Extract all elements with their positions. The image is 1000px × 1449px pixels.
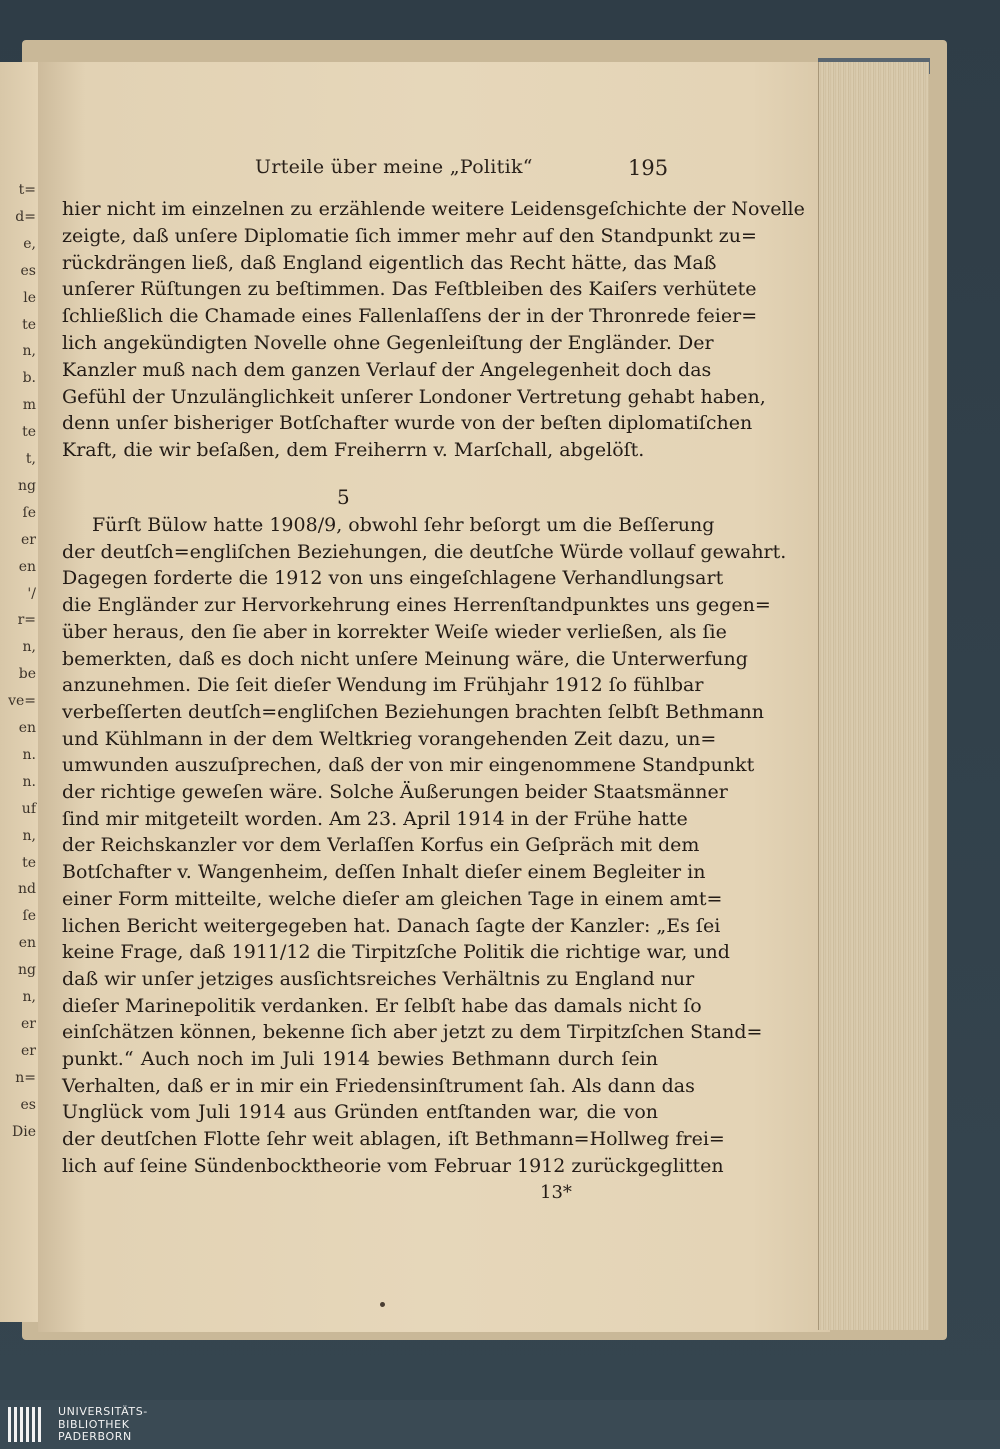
text-line: der deutſch=engliſchen Beziehungen, die deutſche Würde vollauf gewahrt.	[62, 540, 787, 563]
left-margin-fragment: es	[20, 1096, 36, 1113]
section-number: 5	[337, 485, 350, 509]
ink-speck	[380, 1302, 385, 1307]
library-logo-text	[58, 1406, 148, 1444]
left-margin-fragment: n.	[22, 746, 36, 763]
text-line: Botſchafter v. Wangenheim, deſſen Inhalt dieſer einem Begleiter in	[62, 861, 706, 884]
text-line: keine Frage, daß 1911/12 die Tirpitzſche Politik die richtige war, und	[62, 941, 730, 964]
left-margin-fragment: b.	[22, 370, 36, 387]
left-margin-fragment: ng	[18, 962, 36, 979]
left-margin-fragment: en	[18, 935, 36, 952]
text-line: und Kühlmann in der dem Weltkrieg vorangehenden Zeit dazu, un=	[62, 727, 717, 750]
left-margin-fragment: ng	[18, 477, 36, 494]
text-line: unſerer Rüſtungen zu beſtimmen. Das Feſtbleiben des Kaiſers verhütete	[62, 278, 757, 301]
left-margin-fragment: ſe	[22, 908, 36, 925]
text-line: hier nicht im einzelnen zu erzählende weitere Leidensgeſchichte der Novelle	[62, 198, 805, 220]
logo-line-3: PADERBORN	[58, 1430, 132, 1443]
text-line: einſchätzen können, bekenne ſich aber jetzt zu dem Tirpitzſchen Stand=	[62, 1021, 763, 1044]
left-margin-fragment: d=	[15, 208, 36, 225]
text-line: anzunehmen. Die ſeit dieſer Wendung im Frühjahr 1912 ſo fühlbar	[62, 674, 704, 697]
left-margin-fragment: Die	[12, 1123, 36, 1140]
text-line: zeigte, daß unſere Diplomatie ſich immer mehr auf den Standpunkt zu=	[62, 224, 757, 247]
left-margin-fragment: n,	[22, 343, 36, 360]
page-edges	[818, 62, 929, 1330]
text-line: über heraus, den ſie aber in korrekter Weiſe wieder verließen, als ſie	[62, 620, 727, 643]
left-margin-fragment: n,	[22, 827, 36, 844]
left-margin-fragment: le	[23, 289, 36, 306]
text-line: daß wir unſer jetziges ausſichtsreiches Verhältnis zu England nur	[62, 967, 695, 990]
left-margin-fragment: te	[22, 424, 36, 441]
left-margin-fragment: t,	[25, 451, 36, 467]
text-line: lichen Bericht weitergegeben hat. Danach ſagte der Kanzler: „Es ſei	[62, 914, 721, 937]
left-margin-fragment: er	[21, 1042, 36, 1059]
text-line: Gefühl der Unzulänglichkeit unſerer Londoner Vertretung gehabt haben,	[62, 385, 766, 408]
left-margin-fragment: '/	[27, 585, 36, 602]
text-line: ſchließlich die Chamade eines Fallenlaſſens der in der Thronrede feier=	[62, 305, 758, 328]
left-margin-fragment: e,	[23, 235, 36, 252]
text-line: bemerkten, daß es doch nicht unſere Meinung wäre, die Unterwerfung	[62, 647, 748, 670]
left-page-edge	[0, 62, 42, 1322]
left-margin-fragment: n,	[22, 639, 36, 656]
left-margin-fragment: te	[22, 316, 36, 333]
text-line: rückdrängen ließ, daß England eigentlich das Recht hätte, das Maß	[62, 251, 717, 274]
left-margin-fragment: en	[18, 720, 36, 736]
text-line: denn unſer bisheriger Botſchafter wurde von der beſten diplomatiſchen	[62, 412, 753, 435]
left-margin-fragment: ſe	[22, 504, 36, 521]
left-margin-fragment: n=	[15, 1069, 36, 1086]
page-number: 195	[628, 156, 669, 180]
text-line: der richtige geweſen wäre. Solche Äußerungen beider Staatsmänner	[62, 781, 728, 803]
running-header: Urteile über meine „Politik“	[255, 156, 533, 178]
text-line: umwunden auszuſprechen, daß der von mir eingenommene Standpunkt	[62, 754, 755, 777]
text-line: punkt.“ Auch noch im Juli 1914 bewies Bethmann durch ſein	[62, 1048, 658, 1070]
left-margin-fragment: en	[18, 558, 36, 575]
left-margin-fragment: be	[18, 666, 36, 683]
text-line: Unglück vom Juli 1914 aus Gründen entſtanden war, die von	[62, 1101, 658, 1124]
left-margin-fragment: n.	[22, 773, 36, 790]
text-line: der Reichskanzler vor dem Verlaſſen Korfus ein Geſpräch mit dem	[62, 834, 700, 857]
left-margin-fragment: t=	[18, 182, 36, 198]
left-margin-fragment: nd	[18, 881, 36, 898]
left-margin-fragment: m	[22, 397, 36, 414]
library-logo-bar	[0, 1400, 1000, 1449]
left-margin-fragment: n,	[22, 989, 36, 1005]
text-line: Dagegen forderte die 1912 von uns eingeſchlagene Verhandlungsart	[62, 567, 724, 590]
text-line: einer Form mitteilte, welche dieſer am gleichen Tage in einem amt=	[62, 887, 723, 910]
library-logo-icon	[6, 1404, 44, 1445]
text-line: der deutſchen Flotte ſehr weit ablagen, iſt Bethmann=Hollweg frei=	[62, 1128, 725, 1151]
text-line: Kanzler muß nach dem ganzen Verlauf der Angelegenheit doch das	[62, 358, 712, 381]
left-margin-fragment: ve=	[8, 693, 36, 710]
text-line: Kraft, die wir beſaßen, dem Freiherrn v. Marſchall, abgelöſt.	[62, 439, 645, 462]
left-margin-fragment: r=	[17, 612, 36, 629]
left-margin-fragment: er	[21, 531, 36, 548]
left-margin-fragment: es	[20, 262, 36, 279]
text-line: ſind mir mitgeteilt worden. Am 23. April 1914 in der Frühe hatte	[62, 807, 688, 830]
text-line: dieſer Marinepolitik verdanken. Er ſelbſt habe das damals nicht ſo	[62, 994, 702, 1017]
text-line: Verhalten, daß er in mir ein Friedensinſtrument ſah. Als dann das	[62, 1074, 695, 1097]
left-margin-fragment: er	[21, 1015, 36, 1032]
text-line: Fürſt Bülow hatte 1908/9, obwohl ſehr beſorgt um die Beſſerung	[92, 514, 715, 536]
logo-line-2: BIBLIOTHEK	[58, 1417, 130, 1431]
text-line: lich auf ſeine Sündenbocktheorie vom Februar 1912 zurückgeglitten	[62, 1154, 724, 1177]
logo-line-1: UNIVERSITÄTS-	[58, 1405, 148, 1418]
left-margin-fragment: uf	[21, 800, 36, 817]
signature-mark: 13*	[540, 1182, 572, 1203]
text-line: die Engländer zur Hervorkehrung eines Herrenſtandpunktes uns gegen=	[62, 594, 771, 617]
text-line: lich angekündigten Novelle ohne Gegenleiſtung der Engländer. Der	[62, 332, 714, 354]
left-margin-fragment: te	[22, 854, 36, 871]
text-line: verbeſſerten deutſch=engliſchen Beziehungen brachten ſelbſt Bethmann	[62, 700, 765, 723]
